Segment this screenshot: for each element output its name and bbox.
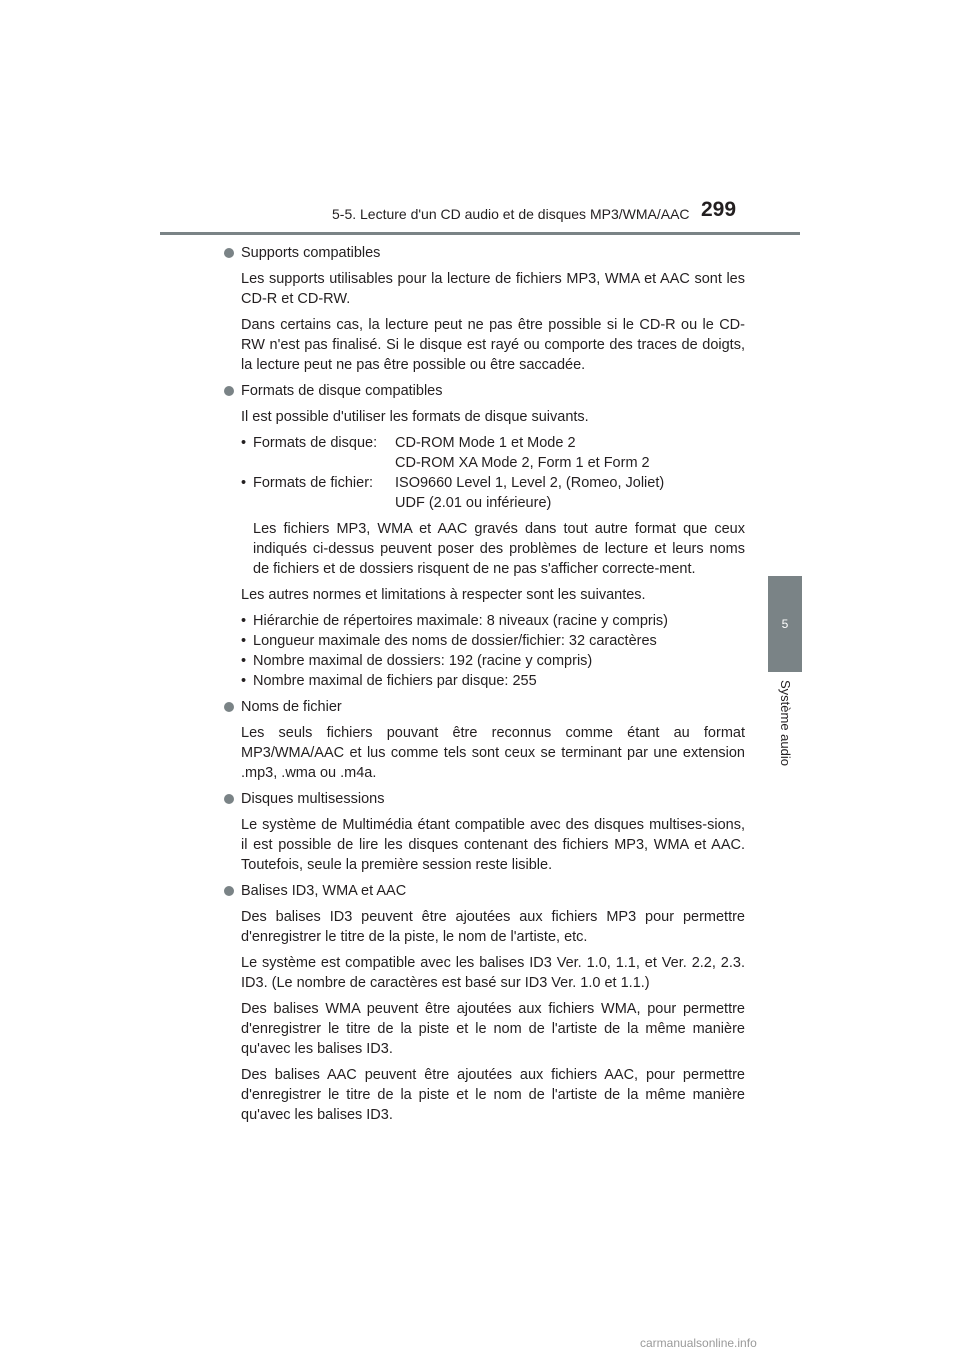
paragraph: Les autres normes et limitations à respecter sont les suivantes. <box>241 587 646 603</box>
bullet-dot-icon: • <box>241 633 247 649</box>
bullet-circle-icon <box>224 248 234 258</box>
format-value: CD-ROM Mode 1 et Mode 2 <box>395 435 576 451</box>
section-heading: Formats de disque compatibles <box>224 381 745 401</box>
section-heading: Disques multisessions <box>224 789 745 809</box>
page-content <box>224 243 745 1131</box>
list-item: • Nombre maximal de dossiers: 192 (racine y compris) <box>241 653 593 669</box>
format-label: Formats de fichier: <box>253 475 374 491</box>
page-number: 299 <box>701 198 737 221</box>
section-heading: Supports compatibles <box>224 243 745 263</box>
chapter-tab: 5 <box>768 576 802 672</box>
paragraph: Le système est compatible avec les balises ID3 Ver. 1.0, 1.1, et Ver. 2.2, 2.3. ID3. (Le nombre de caractères est basé sur ID3 Ver. 1.0 et 1.1.) <box>241 955 745 991</box>
section-filenames <box>224 697 745 783</box>
bullet-dot-icon: • <box>241 653 247 669</box>
bullet-circle-icon <box>224 886 234 896</box>
format-value: CD-ROM XA Mode 2, Form 1 et Form 2 <box>395 455 650 471</box>
format-note: Les fichiers MP3, WMA et AAC gravés dans tout autre format que ceux indiqués ci-dessus peuvent poser des problèmes de lecture et leurs noms de fichiers et de dossiers risquent de ne pas s'afficher correcte-ment. <box>253 521 745 577</box>
bullet-dot-icon: • <box>241 613 247 629</box>
paragraph: Dans certains cas, la lecture peut ne pas être possible si le CD-R ou le CD-RW n'est pas finalisé. Si le disque est rayé ou comporte des traces de doigts, la lecture peut ne pas être possible ou être saccadée. <box>241 317 745 373</box>
page-header <box>0 0 960 236</box>
list-item: • Longueur maximale des noms de dossier/fichier: 32 caractères <box>241 633 657 649</box>
bullet-circle-icon <box>224 794 234 804</box>
list-item: • Hiérarchie de répertoires maximale: 8 niveaux (racine y compris) <box>241 613 669 629</box>
paragraph: Des balises WMA peuvent être ajoutées aux fichiers WMA, pour permettre d'enregistrer le titre de la piste et le nom de l'artiste de la même manière qu'avec les balises ID3. <box>241 1001 745 1057</box>
bullet-dot-icon: • <box>241 673 247 689</box>
section-heading: Balises ID3, WMA et AAC <box>224 881 745 901</box>
paragraph: Il est possible d'utiliser les formats de disque suivants. <box>241 409 589 425</box>
section-supports <box>224 243 745 375</box>
bullet-dot-icon: • <box>241 475 247 491</box>
paragraph: Les supports utilisables pour la lecture de fichiers MP3, WMA et AAC sont les CD-R et CD-RW. <box>241 271 745 307</box>
paragraph: Le système de Multimédia étant compatible avec des disques multises-sions, il est possible de lire les disques contenant des fichiers MP3, WMA et AAC. Toutefois, seule la première session reste lisible. <box>241 817 745 873</box>
format-list <box>241 433 745 513</box>
watermark: carmanualsonline.info <box>640 1336 757 1350</box>
chapter-title: 5-5. Lecture d'un CD audio et de disques MP3/WMA/AAC <box>332 206 690 222</box>
bullet-circle-icon <box>224 386 234 396</box>
paragraph: Les seuls fichiers pouvant être reconnus comme étant au format MP3/WMA/AAC et lus comme tels sont ceux se terminant par une extension .mp3, .wma ou .m4a. <box>241 725 745 781</box>
section-multisession <box>224 789 745 875</box>
limits-list <box>241 611 745 691</box>
list-item: • Nombre maximal de fichiers par disque: 255 <box>241 673 537 689</box>
paragraph: Des balises AAC peuvent être ajoutées aux fichiers AAC, pour permettre d'enregistrer le titre de la piste et le nom de l'artiste de la même manière qu'avec les balises ID3. <box>241 1067 745 1123</box>
format-row-disc <box>241 433 745 473</box>
section-tags <box>224 881 745 1125</box>
format-value: ISO9660 Level 1, Level 2, (Romeo, Joliet) <box>395 475 665 491</box>
format-row-file <box>241 473 745 513</box>
paragraph: Des balises ID3 peuvent être ajoutées aux fichiers MP3 pour permettre d'enregistrer le titre de la piste, le nom de l'artiste, etc. <box>241 909 745 945</box>
section-formats <box>224 381 745 691</box>
chapter-tab-label: Système audio <box>778 680 793 766</box>
bullet-circle-icon <box>224 702 234 712</box>
format-value: UDF (2.01 ou inférieure) <box>395 495 552 511</box>
bullet-dot-icon: • <box>241 435 247 451</box>
header-rule <box>160 232 800 235</box>
section-heading: Noms de fichier <box>224 697 745 717</box>
format-label: Formats de disque: <box>253 435 378 451</box>
